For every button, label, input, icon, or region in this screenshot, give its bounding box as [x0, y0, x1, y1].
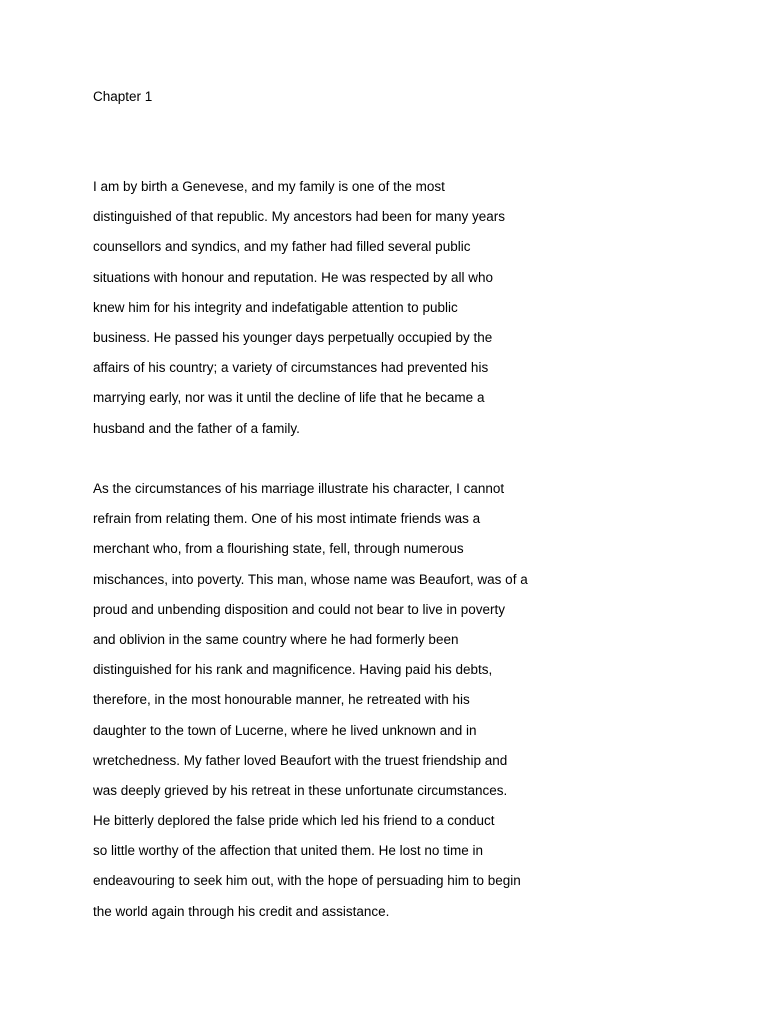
text-line: therefore, in the most honourable manner, he retreated with his	[93, 692, 470, 708]
text-line: endeavouring to seek him out, with the hope of persuading him to begin	[93, 873, 521, 889]
paragraph-2	[93, 479, 528, 932]
text-line: As the circumstances of his marriage illustrate his character, I cannot	[93, 481, 505, 496]
text-line: marrying early, nor was it until the decline of life that he became a	[93, 390, 485, 406]
chapter-title: Chapter 1	[93, 89, 153, 104]
text-line: situations with honour and reputation. He was respected by all who	[93, 269, 493, 285]
text-line: He bitterly deplored the false pride which led his friend to a conduct	[93, 813, 495, 829]
text-line: I am by birth a Genevese, and my family is one of the most	[93, 179, 445, 194]
text-line: and oblivion in the same country where he had formerly been	[93, 631, 459, 647]
text-line: daughter to the town of Lucerne, where he lived unknown and in	[93, 722, 477, 738]
text-line: distinguished of that republic. My ancestors had been for many years	[93, 209, 505, 225]
text-line: business. He passed his younger days perpetually occupied by the	[93, 329, 493, 345]
text-line: refrain from relating them. One of his most intimate friends was a	[93, 511, 481, 527]
paragraph-1	[93, 177, 505, 449]
text-line: affairs of his country; a variety of circumstances had prevented his	[93, 360, 489, 376]
text-line: the world again through his credit and assistance.	[93, 903, 390, 919]
text-line: distinguished for his rank and magnificence. Having paid his debts,	[93, 662, 493, 678]
text-line: husband and the father of a family.	[93, 420, 300, 436]
text-line: knew him for his integrity and indefatigable attention to public	[93, 299, 458, 315]
text-line: proud and unbending disposition and could not bear to live in poverty	[93, 601, 506, 617]
text-line: counsellors and syndics, and my father had filled several public	[93, 239, 471, 255]
text-line: was deeply grieved by his retreat in these unfortunate circumstances.	[93, 782, 508, 798]
text-line: wretchedness. My father loved Beaufort with the truest friendship and	[93, 752, 508, 768]
text-line: mischances, into poverty. This man, whose name was Beaufort, was of a	[93, 571, 528, 587]
text-line: merchant who, from a flourishing state, fell, through numerous	[93, 541, 464, 557]
text-line: so little worthy of the affection that united them. He lost no time in	[93, 843, 483, 859]
